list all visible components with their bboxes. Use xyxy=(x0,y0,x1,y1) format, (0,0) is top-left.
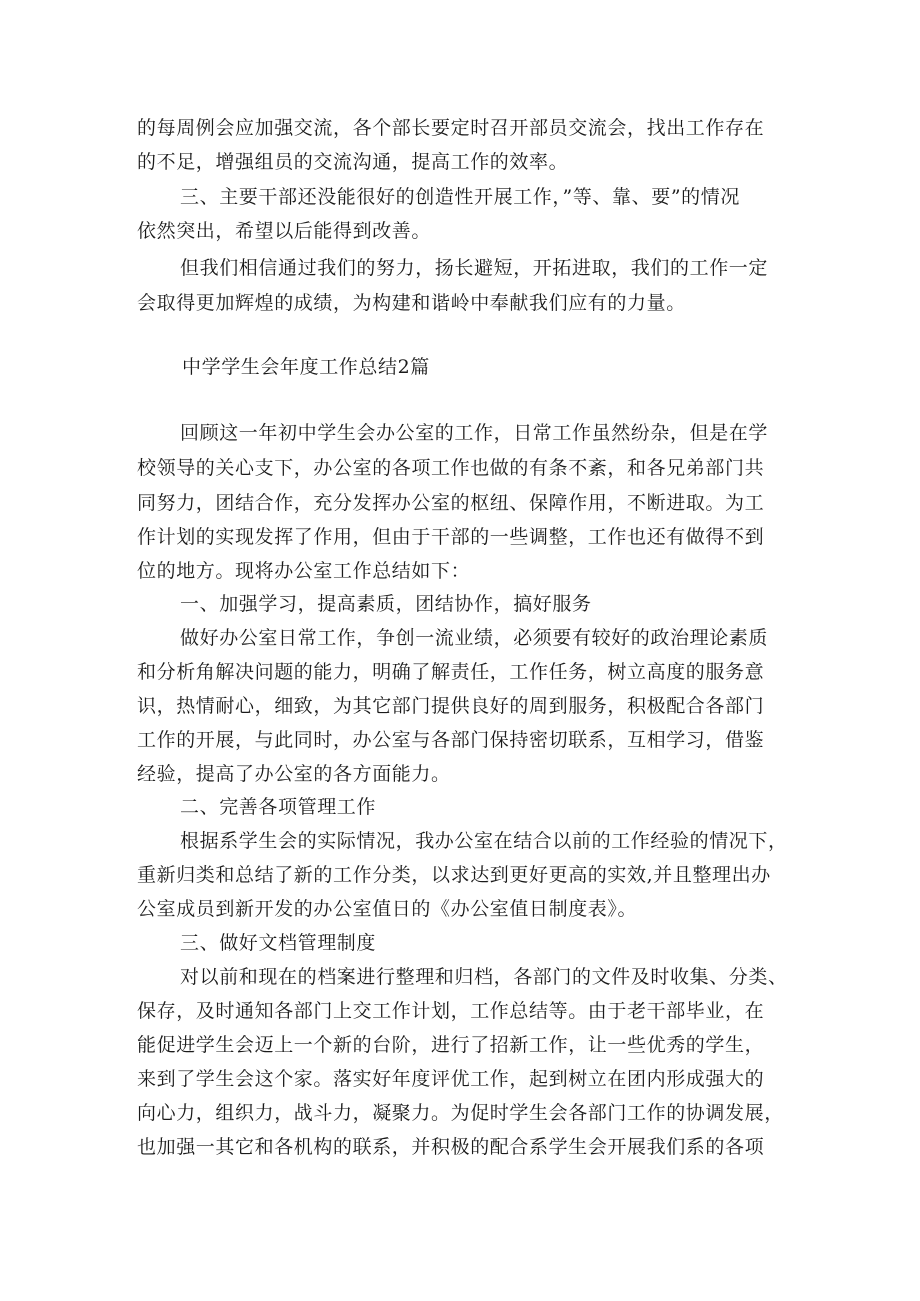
paragraph-line: 同努力，团结合作，充分发挥办公室的枢纽、保障作用，不断进取。为工 xyxy=(137,492,765,514)
paragraph-line: 作计划的实现发挥了作用，但由于干部的一些调整，工作也还有做得不到 xyxy=(137,526,765,548)
section-title: 中学学生会年度工作总结2篇 xyxy=(182,356,430,378)
subheading: 一、加强学习，提高素质，团结协作，搞好服务 xyxy=(180,593,592,615)
paragraph-line: 依然突出，希望以后能得到改善。 xyxy=(137,220,432,242)
paragraph-line: 会取得更加辉煌的成绩，为构建和谐岭中奉献我们应有的力量。 xyxy=(137,292,686,314)
paragraph-line: 向心力，组织力，战斗力，凝聚力。为促时学生会各部门工作的协调发展， xyxy=(137,1102,784,1124)
paragraph-line: 位的地方。现将办公室工作总结如下： xyxy=(137,560,471,582)
paragraph-line: 的每周例会应加强交流，各个部长要定时召开部员交流会，找出工作存在 xyxy=(137,117,765,139)
paragraph-line: 根据系学生会的实际情况，我办公室在结合以前的工作经验的情况下， xyxy=(180,830,788,852)
paragraph-line: 也加强一其它和各机构的联系，并积极的配合系学生会开展我们系的各项 xyxy=(137,1136,765,1158)
paragraph-line: 但我们相信通过我们的努力，扬长避短，开拓进取，我们的工作一定 xyxy=(180,257,769,279)
paragraph-line: 重新归类和总结了新的工作分类，以求达到更好更高的实效,并且整理出办 xyxy=(137,864,771,886)
paragraph-line: 对以前和现在的档案进行整理和归档，各部门的文件及时收集、分类、 xyxy=(180,966,788,988)
paragraph-line: 和分析角解决问题的能力，明确了解责任，工作任务，树立高度的服务意 xyxy=(137,661,765,683)
paragraph-line: 保存，及时通知各部门上交工作计划，工作总结等。由于老干部毕业，在 xyxy=(137,1000,765,1022)
paragraph-line: 校领导的关心支下，办公室的各项工作也做的有条不紊，和各兄弟部门共 xyxy=(137,457,765,479)
paragraph-line: 识，热情耐心，细致，为其它部门提供良好的周到服务，积极配合各部门 xyxy=(137,695,765,717)
paragraph-line: 的不足，增强组员的交流沟通，提高工作的效率。 xyxy=(137,151,569,173)
subheading: 三、做好文档管理制度 xyxy=(180,932,377,954)
paragraph-line: 公室成员到新开发的办公室值日的《办公室值日制度表》。 xyxy=(137,898,638,920)
subheading: 二、完善各项管理工作 xyxy=(180,796,377,818)
paragraph-line: 来到了学生会这个家。落实好年度评优工作，起到树立在团内形成强大的 xyxy=(137,1068,765,1090)
paragraph-line: 工作的开展，与此同时，办公室与各部门保持密切联系，互相学习，借鉴 xyxy=(137,729,765,751)
paragraph-line: 做好办公室日常工作，争创一流业绩，必须要有较好的政治理论素质 xyxy=(180,627,769,649)
paragraph-line: 三、主要干部还没能很好的创造性开展工作，”等、靠、要”的情况 xyxy=(180,186,740,208)
paragraph-line: 经验，提高了办公室的各方面能力。 xyxy=(137,763,451,785)
paragraph-line: 回顾这一年初中学生会办公室的工作，日常工作虽然纷杂，但是在学 xyxy=(180,422,769,444)
paragraph-line: 能促进学生会迈上一个新的台阶，进行了招新工作，让一些优秀的学生， xyxy=(137,1034,765,1056)
